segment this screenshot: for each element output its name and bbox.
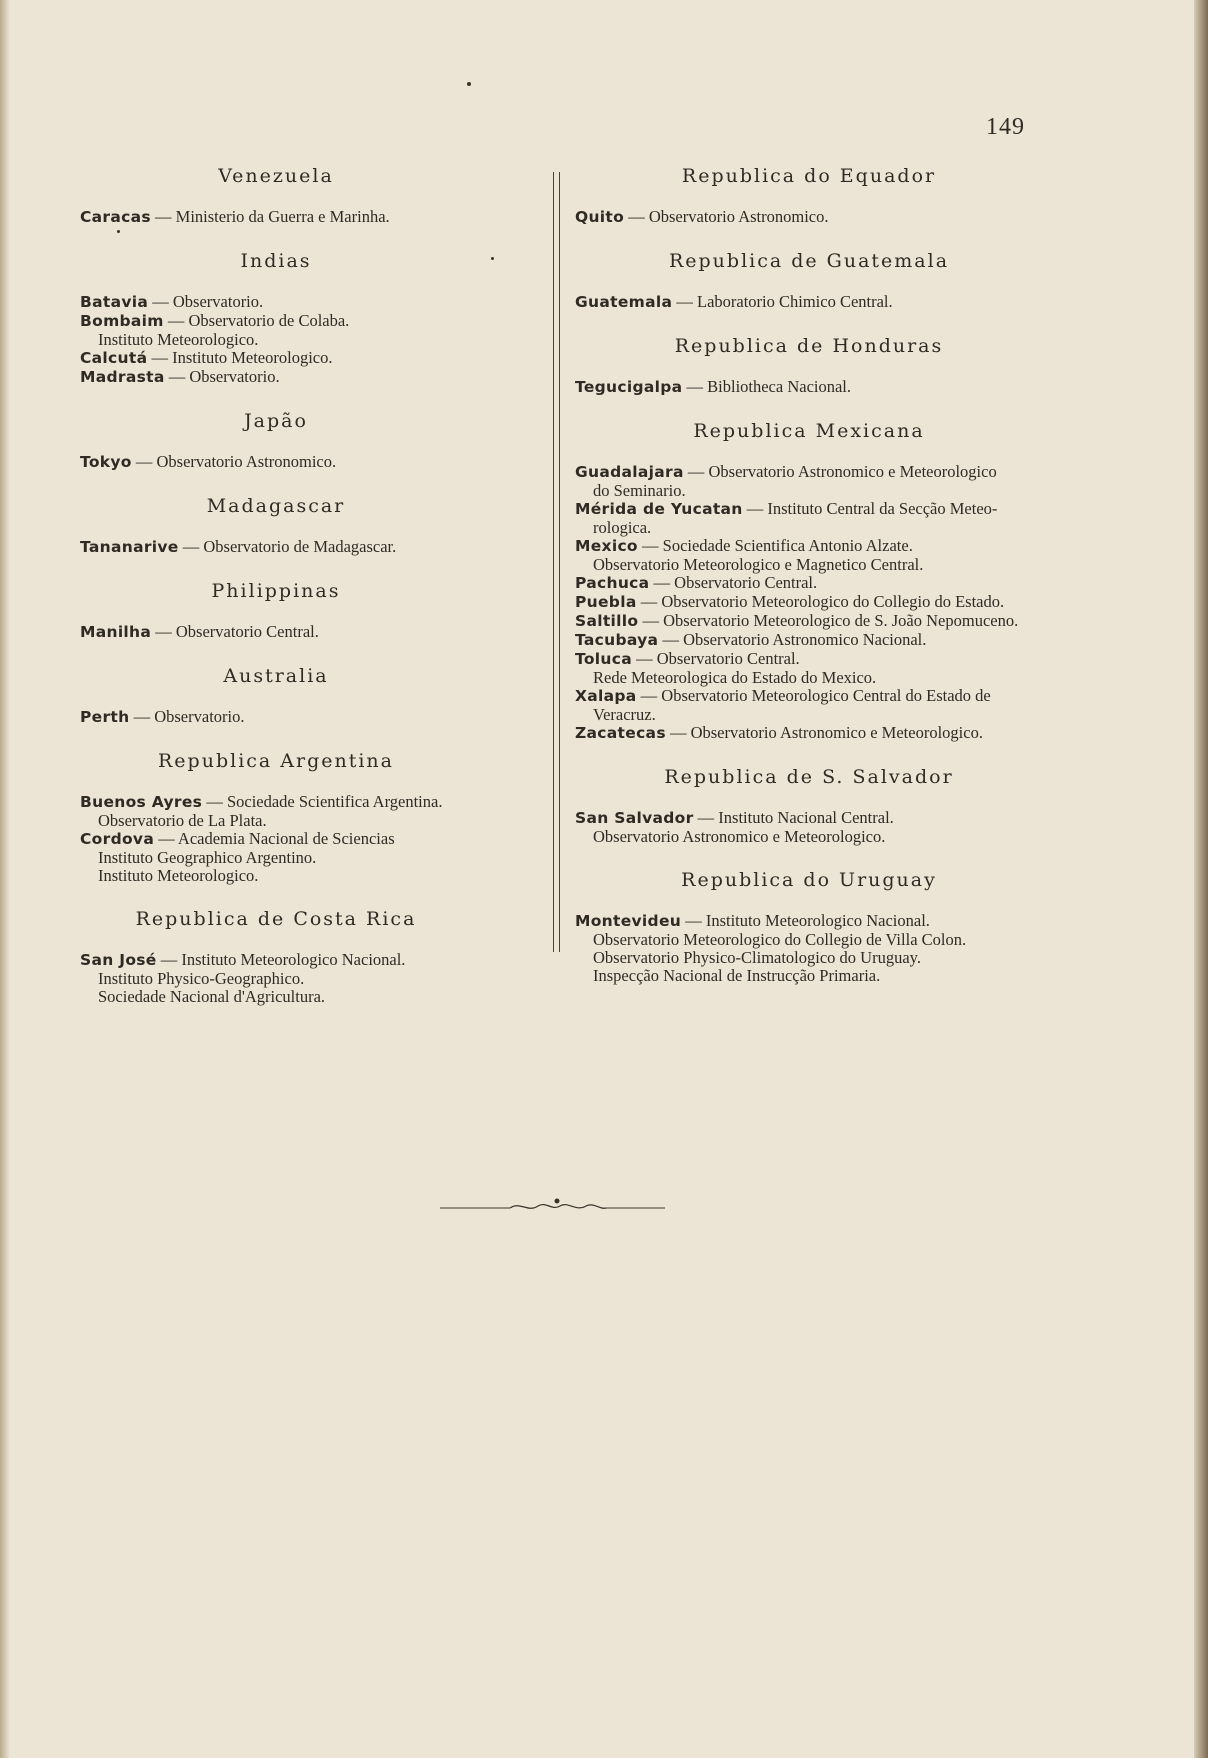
dash-separator: — <box>131 452 157 471</box>
entry-mexico <box>575 537 1043 556</box>
place-name: Calcutá <box>80 349 148 367</box>
country-heading: Venezuela <box>218 165 334 187</box>
sub-institution: Observatorio Meteorologico e Magnetico Central. <box>593 555 924 574</box>
institution-name: Observatorio Astronomico. <box>648 207 829 226</box>
place-name: Batavia <box>80 293 149 311</box>
institution-name: Instituto Meteorologico Nacional. <box>705 911 930 930</box>
place-name: Quito <box>575 208 625 226</box>
sub-institution: Veracruz. <box>593 705 656 724</box>
section-gap <box>575 743 1043 765</box>
ink-speck <box>467 82 471 86</box>
sub-institution: Inspecção Nacional de Instrucção Primaria. <box>593 966 881 985</box>
dash-separator: — <box>672 292 697 311</box>
sub-institution: Instituto Geographico Argentino. <box>98 848 317 867</box>
section-republica-do-uruguay <box>575 868 1043 1007</box>
institution-name: Observatorio de Madagascar. <box>203 537 397 556</box>
institution-name: Academia Nacional de Sciencias <box>177 829 395 848</box>
country-heading: Republica Argentina <box>158 750 394 772</box>
section-japao <box>80 409 472 494</box>
section-gap <box>80 387 472 409</box>
sub-institution: Observatorio Astronomico e Meteorologico. <box>593 827 886 846</box>
place-name: Saltillo <box>575 612 639 630</box>
dash-separator: — <box>150 207 176 226</box>
place-name: Buenos Ayres <box>80 793 203 811</box>
place-name: Tokyo <box>80 453 132 471</box>
entry-pachuca <box>575 574 1043 593</box>
section-gap <box>80 472 472 494</box>
place-name: Madrasta <box>80 368 165 386</box>
place-name: Zacatecas <box>575 724 666 742</box>
place-name: Tacubaya <box>575 631 659 649</box>
section-gap <box>80 1006 472 1028</box>
section-indias <box>80 249 472 409</box>
sub-institution: Instituto Meteorologico. <box>98 866 259 885</box>
sub-institution: Observatorio de La Plata. <box>98 811 267 830</box>
institution-name: Observatorio de Colaba. <box>188 311 350 330</box>
entry-montevideu <box>575 912 1043 931</box>
dash-separator: — <box>638 611 664 630</box>
dash-separator: — <box>636 686 662 705</box>
ink-speck <box>491 257 494 260</box>
entry-caracas <box>80 208 472 227</box>
institution-name: Observatorio. <box>154 707 245 726</box>
place-name: Cordova <box>80 830 155 848</box>
dash-separator: — <box>658 630 684 649</box>
institution-name: Observatorio Central. <box>674 573 818 592</box>
section-gap <box>575 846 1043 868</box>
institution-name: Sociedade Scientifica Argentina. <box>226 792 443 811</box>
institution-name: Observatorio. <box>189 367 280 386</box>
section-gap <box>80 727 472 749</box>
place-name: Mexico <box>575 537 638 555</box>
dash-separator: — <box>742 499 768 518</box>
section-australia <box>80 664 472 749</box>
section-republica-argentina <box>80 749 472 907</box>
institution-name: Observatorio Central. <box>175 622 319 641</box>
dash-separator: — <box>693 808 719 827</box>
institution-name: Observatorio Meteorologico Central do Estado de <box>661 686 991 705</box>
section-gap <box>575 985 1043 1007</box>
entry-toluca <box>575 650 1043 669</box>
entry-tananarive <box>80 538 472 557</box>
place-name: Tegucigalpa <box>575 378 683 396</box>
section-gap <box>80 227 472 249</box>
entry-perth <box>80 708 472 727</box>
institution-name: Instituto Meteorologico Nacional. <box>181 950 406 969</box>
place-name: Guadalajara <box>575 463 684 481</box>
entry-madrasta <box>80 368 472 387</box>
section-gap <box>80 557 472 579</box>
dash-separator: — <box>637 536 663 555</box>
institution-name: Instituto Meteorologico. <box>172 348 333 367</box>
institution-name: Observatorio Astronomico e Meteorologico. <box>690 723 983 742</box>
place-name: Puebla <box>575 593 637 611</box>
entry-guadalajara <box>575 463 1043 482</box>
page-edge-left <box>0 0 10 1758</box>
end-ornament <box>440 1197 665 1213</box>
country-heading: Madagascar <box>206 495 346 517</box>
institution-name: Observatorio Meteorologico do Collegio do Estado. <box>661 592 1005 611</box>
sub-institution: Instituto Physico-Geographico. <box>98 969 305 988</box>
place-name: San José <box>80 951 157 969</box>
section-madagascar <box>80 494 472 579</box>
section-republica-do-equador <box>575 164 1043 249</box>
institution-name: Observatorio Astronomico e Meteorologico <box>708 462 997 481</box>
dash-separator: — <box>156 950 182 969</box>
place-name: Mérida de Yucatan <box>575 500 743 518</box>
entry-batavia <box>80 293 472 312</box>
institution-name: Laboratorio Chimico Central. <box>696 292 893 311</box>
country-heading: Indias <box>240 250 312 272</box>
country-heading: Republica Mexicana <box>693 420 925 442</box>
country-heading: Republica de Costa Rica <box>135 908 417 930</box>
entry-tacubaya <box>575 631 1043 650</box>
place-name: San Salvador <box>575 809 694 827</box>
dash-separator: — <box>649 573 675 592</box>
dash-separator: — <box>681 911 706 930</box>
section-venezuela <box>80 164 472 249</box>
place-name: Montevideu <box>575 912 682 930</box>
place-name: Pachuca <box>575 574 650 592</box>
section-gap <box>80 642 472 664</box>
dash-separator: — <box>129 707 155 726</box>
column-divider <box>553 172 560 952</box>
place-name: Guatemala <box>575 293 673 311</box>
institution-name: Instituto Nacional Central. <box>718 808 894 827</box>
dash-separator: — <box>148 292 173 311</box>
entry-cordova <box>80 830 472 849</box>
entry-calcuta <box>80 349 472 368</box>
dash-separator: — <box>154 829 178 848</box>
country-heading: Philippinas <box>211 580 341 602</box>
country-heading: Republica de Guatemala <box>668 250 950 272</box>
page-edge-right <box>1194 0 1208 1758</box>
country-heading: Republica do Uruguay <box>681 869 937 891</box>
page-number: 149 <box>986 114 1025 140</box>
dash-separator: — <box>147 348 173 367</box>
dash-separator: — <box>151 622 176 641</box>
dash-separator: — <box>636 592 662 611</box>
section-republica-de-s-salvador <box>575 765 1043 868</box>
entry-xalapa <box>575 687 1043 706</box>
sub-institution: do Seminario. <box>593 481 686 500</box>
entry-puebla <box>575 593 1043 612</box>
institution-name: Observatorio Central. <box>656 649 800 668</box>
section-gap <box>575 227 1043 249</box>
right-column <box>575 164 1043 1007</box>
institution-name: Observatorio Meteorologico de S. João Nepomuceno. <box>663 611 1019 630</box>
entry-merida-de-yucatan <box>575 500 1043 519</box>
dash-separator: — <box>178 537 204 556</box>
institution-name: Bibliotheca Nacional. <box>707 377 852 396</box>
country-heading: Japão <box>244 410 308 432</box>
left-column <box>80 164 472 1028</box>
institution-name: Observatorio Astronomico. <box>156 452 337 471</box>
section-philippinas <box>80 579 472 664</box>
institution-name: Sociedade Scientifica Antonio Alzate. <box>662 536 913 555</box>
place-name: Perth <box>80 708 130 726</box>
place-name: Xalapa <box>575 687 637 705</box>
entry-guatemala <box>575 293 1043 312</box>
dash-separator: — <box>164 367 190 386</box>
institution-name: Observatorio Astronomico Nacional. <box>683 630 927 649</box>
section-gap <box>575 397 1043 419</box>
institution-name: Observatorio. <box>172 292 264 311</box>
sub-institution: Instituto Meteorologico. <box>98 330 259 349</box>
entry-manilha <box>80 623 472 642</box>
dash-separator: — <box>682 377 708 396</box>
section-republica-de-honduras <box>575 334 1043 419</box>
section-gap <box>575 312 1043 334</box>
entry-zacatecas <box>575 724 1043 743</box>
dash-separator: — <box>631 649 657 668</box>
sub-institution: rologica. <box>593 518 652 537</box>
country-heading: Australia <box>223 665 329 687</box>
entry-buenos-ayres <box>80 793 472 812</box>
place-name: Toluca <box>575 650 632 668</box>
entry-san-jose <box>80 951 472 970</box>
entry-tegucigalpa <box>575 378 1043 397</box>
place-name: Manilha <box>80 623 152 641</box>
institution-name: Ministerio da Guerra e Marinha. <box>175 207 390 226</box>
sub-institution: Observatorio Physico-Climatologico do Uruguay. <box>593 948 921 967</box>
entry-bombaim <box>80 312 472 331</box>
section-republica-mexicana <box>575 419 1043 765</box>
country-heading: Republica de Honduras <box>674 335 944 357</box>
institution-name: Instituto Central da Secção Meteo- <box>767 499 998 518</box>
entry-tokyo <box>80 453 472 472</box>
country-heading: Republica de S. Salvador <box>664 766 954 788</box>
sub-institution: Rede Meteorologica do Estado do Mexico. <box>593 668 877 687</box>
dash-separator: — <box>202 792 227 811</box>
section-republica-de-costa-rica <box>80 907 472 1028</box>
place-name: Caracas <box>80 208 151 226</box>
entry-san-salvador <box>575 809 1043 828</box>
dash-separator: — <box>683 462 709 481</box>
section-republica-de-guatemala <box>575 249 1043 334</box>
place-name: Tananarive <box>80 538 179 556</box>
dash-separator: — <box>163 311 189 330</box>
entry-saltillo <box>575 612 1043 631</box>
section-gap <box>80 885 472 907</box>
entry-quito <box>575 208 1043 227</box>
sub-institution: Sociedade Nacional d'Agricultura. <box>98 987 326 1006</box>
sub-institution: Observatorio Meteorologico do Collegio de Villa Colon. <box>593 930 967 949</box>
dash-separator: — <box>665 723 691 742</box>
dash-separator: — <box>624 207 649 226</box>
place-name: Bombaim <box>80 312 164 330</box>
country-heading: Republica do Equador <box>681 165 937 187</box>
